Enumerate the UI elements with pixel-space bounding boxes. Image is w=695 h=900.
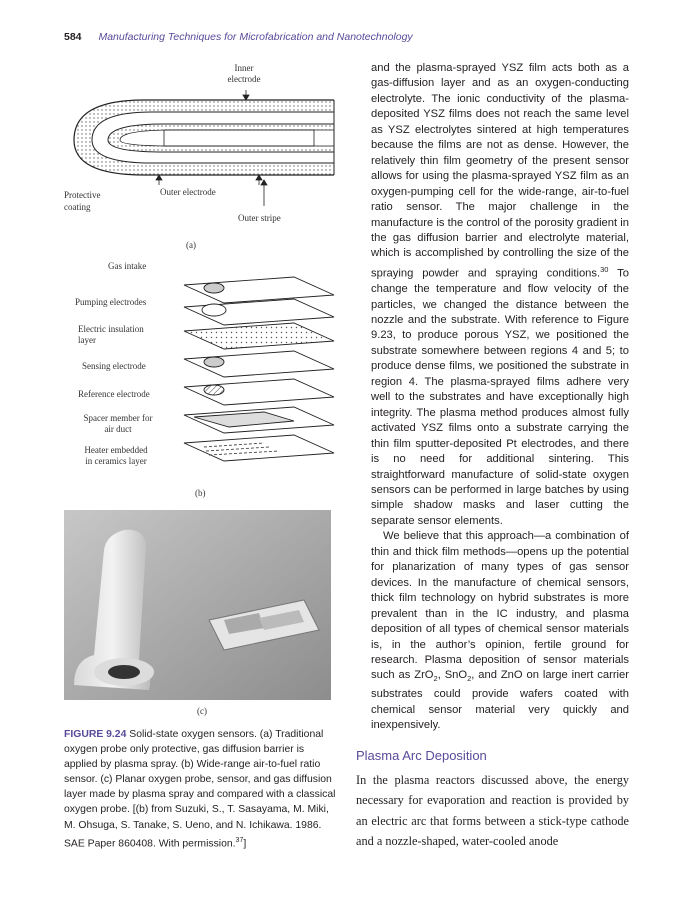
figure-caption (64, 727, 340, 851)
body-text-section (356, 770, 629, 852)
page-number: 584 (64, 31, 82, 43)
label-outer-stripe: Outer stripe (238, 213, 281, 223)
label-sensing-electrode: Sensing electrode (82, 361, 146, 371)
figure-a-probe-diagram (64, 60, 354, 250)
paragraph-2 (371, 529, 629, 733)
label-spacer-member: Spacer member for air duct (83, 413, 153, 434)
panel-label-a: (a) (186, 240, 196, 250)
label-protective-coating-2: coating (64, 202, 91, 212)
label-outer-electrode: Outer electrode (160, 187, 216, 197)
paragraph-1 (371, 61, 629, 529)
p2-text-b: , SnO (437, 669, 468, 682)
figure-label: FIGURE 9.24 (64, 729, 127, 740)
section-title: Plasma Arc Deposition (356, 748, 487, 763)
body-text-column (371, 61, 629, 733)
p1-text-b: To change the temperature and flow velocity of the particles, we changed the distance between the nozzle and the substrate. With reference to Figure 9.23, to produce porous YSZ, we positioned the substrate somewhere between regions 4 and 5; to produce dense films, we positioned the substrate in region 4. The plasma-sprayed films adhere very well to the substrates and have exceptionally high integrity. The plasma method produces almost fully activated YSZ films onto a substrate carrying the thin film sputter-deposited Pt electrodes, and there is no need for additional sintering. This straightforward manufacture of solid-state oxygen sensors can be performed in large batches by using simple shadow masks and laser cutting the separate sensor elements. (371, 267, 629, 527)
running-title: Manufacturing Techniques for Microfabrication and Nanotechnology (98, 31, 413, 43)
panel-label-c: (c) (197, 706, 207, 716)
label-heater-layer: Heater embedded in ceramics layer (84, 445, 148, 466)
running-header (64, 31, 413, 43)
paragraph-3: In the plasma reactors discussed above, the energy necessary for evaporation and reaction is provided by an electric arc that forms between a stick-type cathode and a nozzle-shaped, water-cooled anode (356, 773, 629, 849)
layer-insulation (184, 323, 334, 349)
caption-ref: 37 (235, 836, 244, 844)
p1-text-a: and the plasma-sprayed YSZ film acts both as a gas-diffusion layer and as an oxygen-conducting electrolyte. The ionic conductivity of the plasma-deposited YSZ films does not reach the same level as YSZ electrolytes sintered at high temperatures because the films are not as dense. However, the relatively thin film geometry of the present sensor allows for using the plasma-sprayed YSZ film as an oxygen-pumping cell for the wide-range, air-to-fuel ratio sensor. The major challenge in the manufacture is the control of the porosity gradient in the gas diffusion barrier and electrolyte material, which is accomplished by controlling the size of the spraying powder and spraying conditions. (371, 62, 629, 280)
panel-label-b: (b) (195, 488, 206, 498)
label-reference-electrode: Reference electrode (78, 389, 150, 399)
p2-text-a: We believe that this approach—a combination of thin and thick film methods—opens up the potential for planarization of many types of gas sensor devices. In the manufacture of chemical sensors, thick film technology on hybrid substrates is more prevalent than in the IC industry, and plasma deposition of all types of chemical sensor materials is, in the author’s opinion, fertile ground for research. Plasma deposition of sensor materials such as ZrO (371, 530, 629, 682)
label-insulation-layer: Electric insulation layer (78, 324, 144, 345)
p2-sub-1: 2 (433, 674, 438, 684)
figure-c-photo (64, 510, 331, 700)
label-protective-coating-1: Protective (64, 190, 101, 200)
caption-end: ] (243, 838, 247, 850)
p2-sub-2: 2 (467, 674, 472, 684)
p2-text-c: , and ZnO on large inert carrier substrates could provide wafers coated with chemical sensor material very quickly and inexpensively. (371, 669, 629, 731)
label-gas-intake: Gas intake (108, 261, 147, 271)
probe-body (74, 100, 334, 175)
caption-text: Solid-state oxygen sensors. (a) Traditional oxygen probe only protective, gas diffusion barrier is applied by plasma spray. (b) Wide-range air-to-fuel ratio sensor. (c) Planar oxygen probe, sensor, and gas diffusion layer made by plasma spray and compared with a classical oxygen probe. [(b) from Suzuki, S., T. Sasayama, M. Miki, M. Ohsuga, S. Tanake, S. Ueno, and N. Ichikawa. 1986. SAE Paper 860408. With permission. (64, 729, 336, 850)
label-pumping-electrodes: Pumping electrodes (75, 297, 147, 307)
layer-heater (184, 435, 334, 461)
p1-ref: 30 (600, 264, 609, 274)
label-inner-electrode: Inner electrode (227, 63, 261, 84)
